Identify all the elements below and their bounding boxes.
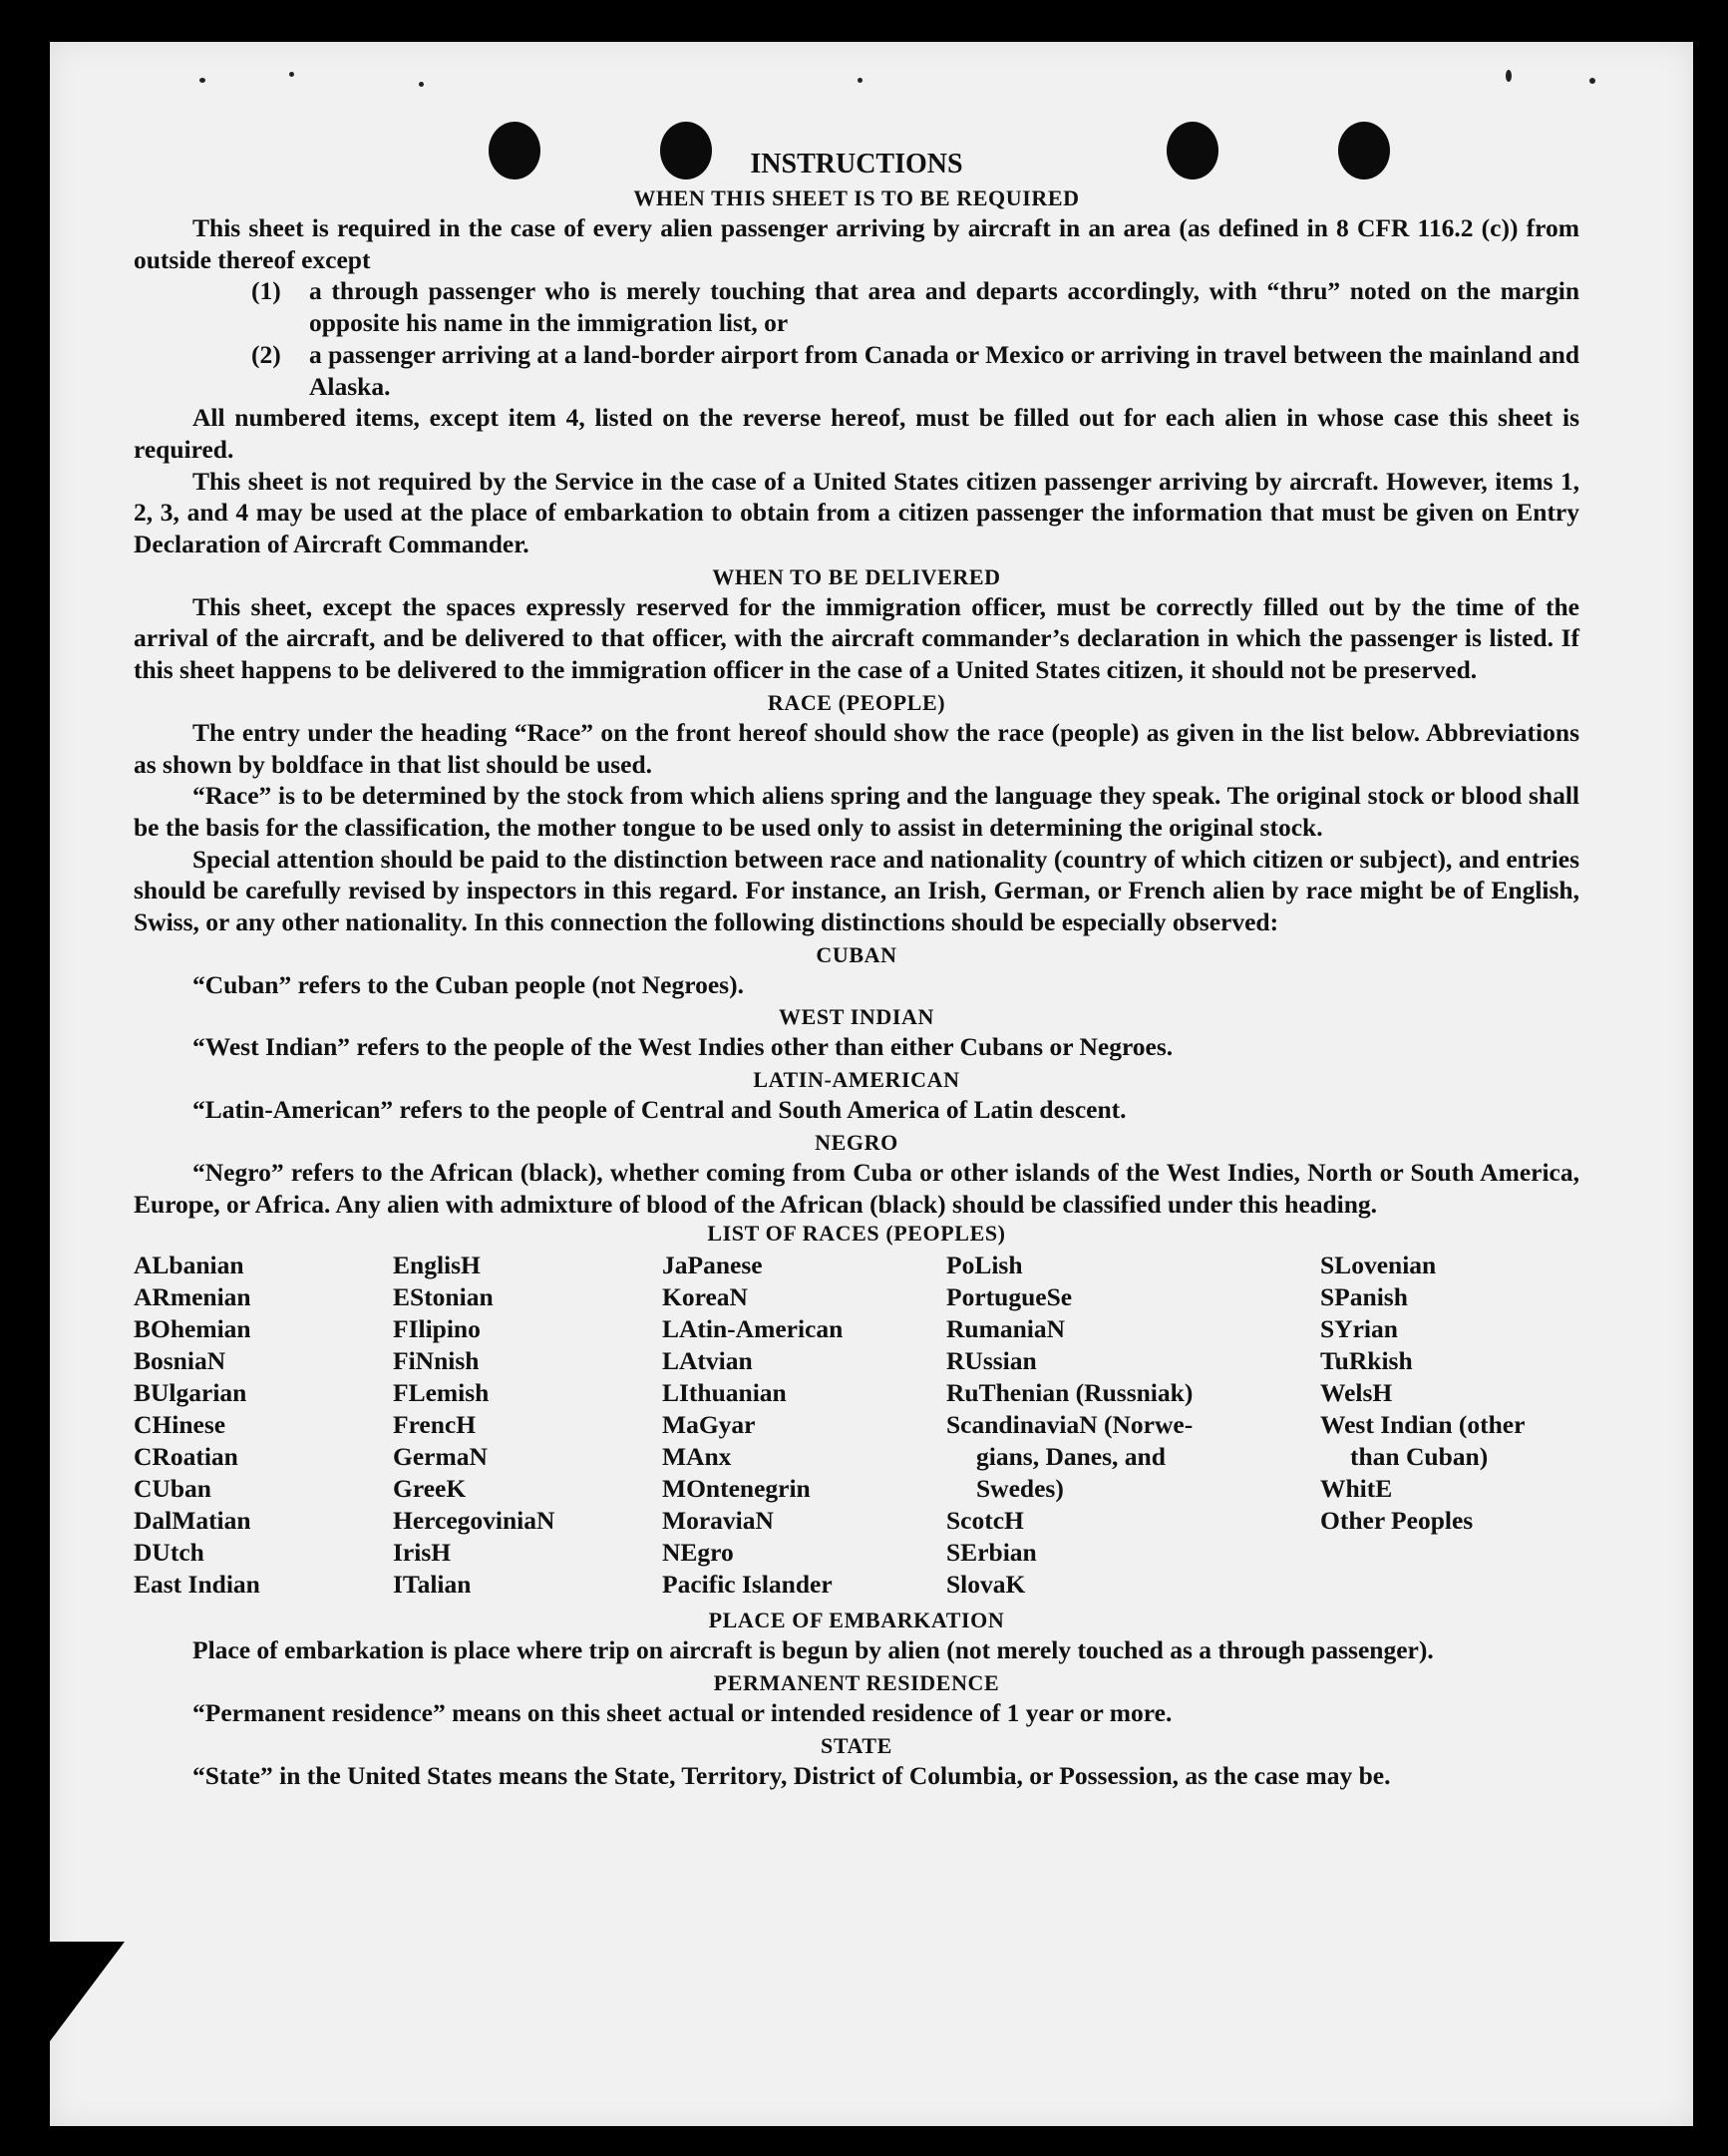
race-entry: LIthuanian — [662, 1378, 787, 1408]
race-entry: MaGyar — [662, 1410, 756, 1440]
race-entry: SlovaK — [946, 1570, 1026, 1600]
race-entry: DalMatian — [134, 1506, 251, 1536]
paragraph: Special attention should be paid to the distinction between race and nationality (country of which citizen or subject), and entries should be carefully revised by inspectors in this regard. For instance, an Irish, German, or French alien by race might be of English, Swiss, or any other nationality. In this connection the following distinctions should be especially observed: — [134, 844, 1579, 937]
item-text: a through passenger who is merely touching that area and departs accordingly, with “thru” noted on the margin opposite his name in the immigration list, or — [309, 276, 1579, 338]
race-entry: ScandinaviaN (Norwe- — [946, 1410, 1194, 1440]
paragraph: Place of embarkation is place where trip on aircraft is begun by alien (not merely touched as a through passenger). — [192, 1635, 1434, 1665]
speck — [858, 78, 863, 83]
race-entry: PortugueSe — [946, 1282, 1073, 1312]
race-column — [134, 1250, 393, 1601]
race-entry: LAtin-American — [662, 1314, 844, 1344]
race-entry: ALbanian — [134, 1251, 244, 1280]
paragraph: All numbered items, except item 4, listed on the reverse hereof, must be filled out for each alien in whose case this sheet is required. — [134, 403, 1579, 464]
race-entry: PoLish — [946, 1251, 1023, 1280]
paragraph: This sheet is required in the case of every alien passenger arriving by aircraft in an area (as defined in 8 CFR 116.2 (c)) from outside thereof except — [134, 213, 1579, 274]
race-entry: RUssian — [946, 1346, 1037, 1376]
page-title: INSTRUCTIONS — [750, 149, 963, 180]
section-heading: LATIN-AMERICAN — [753, 1067, 960, 1093]
race-entry: MoraviaN — [662, 1506, 774, 1536]
race-entry: MOntenegrin — [662, 1474, 811, 1504]
race-list — [134, 1250, 1579, 1601]
paragraph: “Race” is to be determined by the stock from which aliens spring and the language they speak. The original stock or blood shall be the basis for the classification, the mother tongue to be used only to assist in determining the original stock. — [134, 781, 1579, 842]
race-entry: BUlgarian — [134, 1378, 247, 1408]
folded-corner — [50, 1942, 125, 2041]
race-entry: LAtvian — [662, 1346, 753, 1376]
item-number: (1) — [251, 276, 281, 306]
race-column — [946, 1250, 1320, 1601]
race-entry: FIlipino — [393, 1314, 481, 1344]
paragraph: The entry under the heading “Race” on the front hereof should show the race (people) as given in the list below. Abbreviations as shown by boldface in that list should be used. — [134, 717, 1579, 779]
section-heading: STATE — [821, 1732, 892, 1758]
item-text: a passenger arriving at a land-border airport from Canada or Mexico or arriving in travel between the mainland and Alaska. — [309, 339, 1580, 401]
race-column — [1320, 1250, 1579, 1601]
race-entry: HercegoviniaN — [393, 1506, 555, 1536]
race-entry: SLovenian — [1320, 1251, 1437, 1280]
section-heading: WHEN TO BE DELIVERED — [712, 563, 1001, 589]
race-entry: FrencH — [393, 1410, 477, 1440]
section-heading: RACE (PEOPLE) — [767, 689, 946, 715]
paragraph: This sheet is not required by the Service in the case of a United States citizen passenger arriving by aircraft. However, items 1, 2, 3, and 4 may be used at the place of embarkation to obtain from a citizen passenger the information that must be given on Entry Declaration of Aircraft Commander. — [134, 466, 1579, 559]
race-entry: East Indian — [134, 1570, 260, 1600]
race-entry: BOhemian — [134, 1314, 251, 1344]
section-heading: WHEN THIS SHEET IS TO BE REQUIRED — [633, 185, 1080, 210]
section-heading: CUBAN — [816, 941, 897, 967]
race-entry: JaPanese — [662, 1251, 763, 1280]
race-entry: IrisH — [393, 1538, 452, 1568]
race-entry: gians, Danes, and — [976, 1442, 1166, 1472]
race-entry: WhitE — [1320, 1474, 1393, 1504]
race-entry: EnglisH — [393, 1251, 481, 1280]
section-heading: WEST INDIAN — [779, 1004, 934, 1030]
item-number: (2) — [251, 339, 281, 369]
race-entry: SErbian — [946, 1538, 1037, 1568]
paragraph: “Permanent residence” means on this sheet actual or intended residence of 1 year or more. — [192, 1697, 1173, 1727]
race-entry: ScotcH — [946, 1506, 1024, 1536]
section-heading: PLACE OF EMBARKATION — [708, 1608, 1005, 1633]
race-entry: MAnx — [662, 1442, 732, 1472]
instructions-content — [134, 112, 1579, 1791]
paragraph: “Negro” refers to the African (black), whether coming from Cuba or other islands of the West Indies, North or South America, Europe, or Africa. Any alien with admixture of blood of the African (black) should be classified under this heading. — [134, 1157, 1579, 1219]
race-entry: SPanish — [1320, 1282, 1408, 1312]
list-item — [134, 275, 1579, 338]
race-column — [393, 1250, 662, 1601]
paragraph: “West Indian” refers to the people of the West Indies other than either Cubans or Negroes. — [192, 1032, 1174, 1062]
race-entry: ARmenian — [134, 1282, 251, 1312]
paragraph: This sheet, except the spaces expressly reserved for the immigration officer, must be correctly filled out by the time of the arrival of the aircraft, and be delivered to that officer, with the aircraft commander’s declaration in which the passenger is listed. If this sheet happens to be delivered to the immigration officer in the case of a United States citizen, it should not be preserved. — [134, 591, 1579, 685]
race-entry: EStonian — [393, 1282, 494, 1312]
race-entry: Swedes) — [976, 1474, 1064, 1504]
race-entry: KoreaN — [662, 1282, 748, 1312]
race-entry: DUtch — [134, 1538, 204, 1568]
race-column — [662, 1250, 946, 1601]
paragraph: “State” in the United States means the State, Territory, District of Columbia, or Possession, as the case may be. — [192, 1760, 1391, 1790]
race-entry: RuThenian (Russniak) — [946, 1378, 1194, 1408]
race-entry: CHinese — [134, 1410, 226, 1440]
race-entry: FiNnish — [393, 1346, 480, 1376]
paragraph: “Latin-American” refers to the people of Central and South America of Latin descent. — [192, 1095, 1127, 1125]
race-entry: BosniaN — [134, 1346, 226, 1376]
race-entry: than Cuban) — [1350, 1442, 1489, 1472]
race-entry: GermaN — [393, 1442, 488, 1472]
paragraph: “Cuban” refers to the Cuban people (not Negroes). — [192, 969, 744, 999]
race-entry: NEgro — [662, 1538, 734, 1568]
speck — [199, 78, 205, 83]
races-heading: LIST OF RACES (PEOPLES) — [707, 1221, 1006, 1247]
race-entry: West Indian (other — [1320, 1410, 1526, 1440]
speck — [289, 72, 294, 77]
race-entry: TuRkish — [1320, 1346, 1413, 1376]
speck — [1506, 70, 1512, 82]
race-entry: Pacific Islander — [662, 1570, 833, 1600]
race-entry: FLemish — [393, 1378, 490, 1408]
race-entry: GreeK — [393, 1474, 467, 1504]
race-entry: Other Peoples — [1320, 1506, 1474, 1536]
list-item — [134, 339, 1579, 402]
race-entry: RumaniaN — [946, 1314, 1066, 1344]
race-entry: ITalian — [393, 1570, 472, 1600]
document-sheet — [50, 42, 1693, 2126]
race-entry: WelsH — [1320, 1378, 1393, 1408]
speck — [1589, 78, 1595, 84]
speck — [419, 82, 424, 87]
race-entry: CUban — [134, 1474, 211, 1504]
section-heading: NEGRO — [815, 1129, 898, 1155]
section-heading: PERMANENT RESIDENCE — [713, 1669, 1000, 1695]
race-entry: SYrian — [1320, 1314, 1398, 1344]
race-entry: CRoatian — [134, 1442, 238, 1472]
